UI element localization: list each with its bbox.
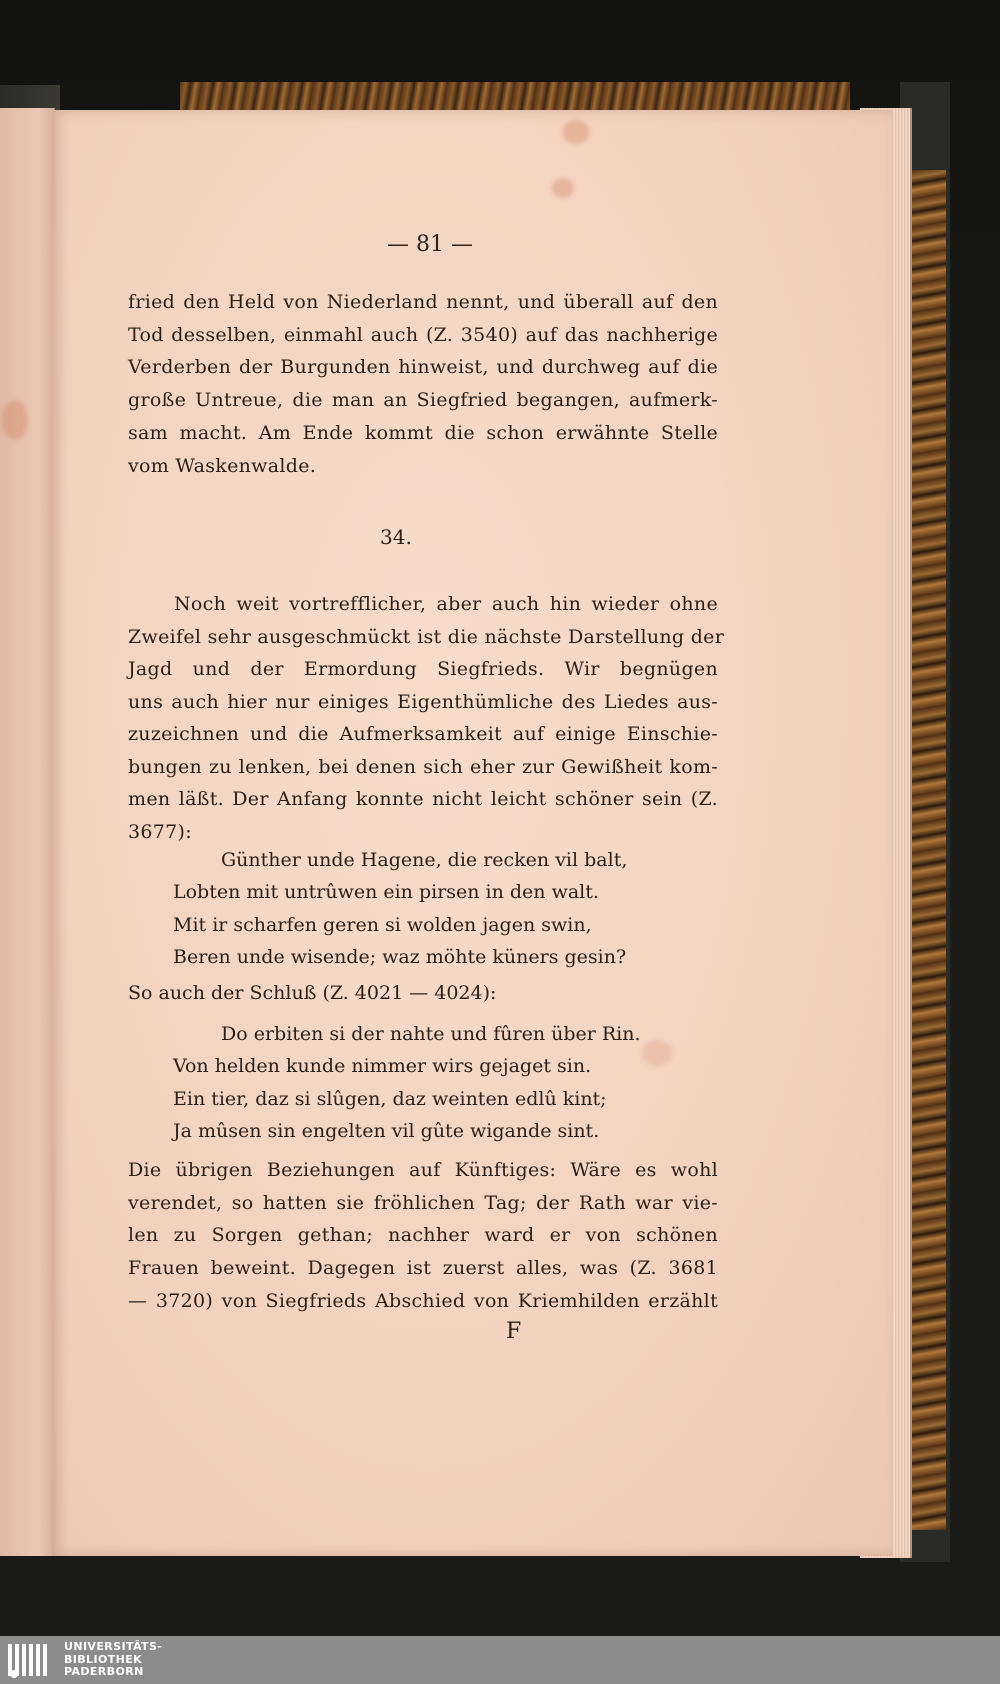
page-stain — [562, 120, 590, 144]
text-line: Zweifel sehr ausgeschmückt ist die nächste Darstellung der — [128, 625, 725, 648]
marbled-endpaper-right — [912, 170, 946, 1530]
signature-mark: F — [506, 1319, 522, 1344]
verse-line: Günther unde Hagene, die recken vil balt, — [221, 849, 628, 871]
verse-line: Von helden kunde nimmer wirs gejaget sin. — [173, 1055, 592, 1078]
verse-intro: So auch der Schluß (Z. 4021 — 4024): — [128, 982, 497, 1004]
library-name — [64, 1641, 162, 1679]
section-number: 34. — [380, 525, 412, 549]
verse-line: Ein tier, daz si slûgen, daz weinten edlû kint; — [173, 1087, 607, 1110]
text-line: 3677): — [128, 820, 192, 843]
page-stain — [552, 178, 574, 198]
left-page-edge — [0, 108, 55, 1556]
verse-line: Mit ir scharfen geren si wolden jagen swin, — [173, 913, 592, 936]
text-line: verendet, so hatten sie fröhlichen Tag; der Rath war vie- — [128, 1191, 718, 1214]
text-line: große Untreue, die man an Siegfried begangen, aufmerk- — [128, 389, 718, 412]
paragraph-2 — [128, 588, 725, 848]
paragraph-1 — [128, 286, 718, 482]
text-line: vom Waskenwalde. — [128, 454, 317, 477]
verse-line: Beren unde wisende; waz möhte küners gesin? — [173, 945, 627, 968]
verse-line: Ja mûsen sin engelten vil gûte wigande sint. — [173, 1119, 600, 1142]
library-name-line: UNIVERSITÄTS- — [64, 1640, 163, 1653]
text-line: Frauen beweint. Dagegen ist zuerst alles, was (Z. 3681 — [128, 1257, 718, 1280]
text-line: — 3720) von Siegfrieds Abschied von Kriemhilden erzählt — [128, 1289, 718, 1312]
text-line: fried den Held von Niederland nennt, und überall auf den — [128, 291, 718, 313]
text-line: zuzeichnen und die Aufmerksamkeit auf einige Einschie- — [128, 723, 718, 745]
text-line: Die übrigen Beziehungen auf Künftiges: Wäre es wohl — [128, 1159, 718, 1181]
text-line: len zu Sorgen gethan; nachher ward er von schönen — [128, 1224, 718, 1247]
verse-line: Do erbiten si der nahte und fûren über Rin. — [221, 1023, 641, 1045]
text-line: Jagd und der Ermordung Siegfrieds. Wir begnügen — [128, 658, 718, 680]
library-name-line: BIBLIOTHEK — [64, 1652, 143, 1666]
text-line: Noch weit vortrefflicher, aber auch hin wieder ohne — [174, 593, 718, 615]
left-page-stain — [2, 400, 28, 440]
text-line: bungen zu lenken, bei denen sich eher zur Gewißheit kom- — [128, 755, 718, 778]
page-number: — 81 — — [387, 232, 473, 257]
text-line: Tod desselben, einmahl auch (Z. 3540) auf das nachherige — [128, 323, 718, 346]
verse-quote-1 — [173, 844, 627, 973]
verse-line: Lobten mit untrûwen ein pirsen in den walt. — [173, 881, 599, 904]
verse-quote-2 — [173, 1018, 641, 1147]
page-stain — [642, 1040, 672, 1066]
ub-paderborn-logo-icon — [6, 1640, 52, 1680]
text-line: uns auch hier nur einiges Eigenthümliche des Liedes aus- — [128, 690, 718, 713]
text-line: sam macht. Am Ende kommt die schon erwähnte Stelle — [128, 421, 718, 444]
text-line: Verderben der Burgunden hinweist, und durchweg auf die — [128, 356, 718, 379]
text-line: men läßt. Der Anfang konnte nicht leicht schöner sein (Z. — [128, 788, 718, 810]
paragraph-3 — [128, 1154, 718, 1318]
library-name-line: PADERBORN — [64, 1665, 144, 1678]
